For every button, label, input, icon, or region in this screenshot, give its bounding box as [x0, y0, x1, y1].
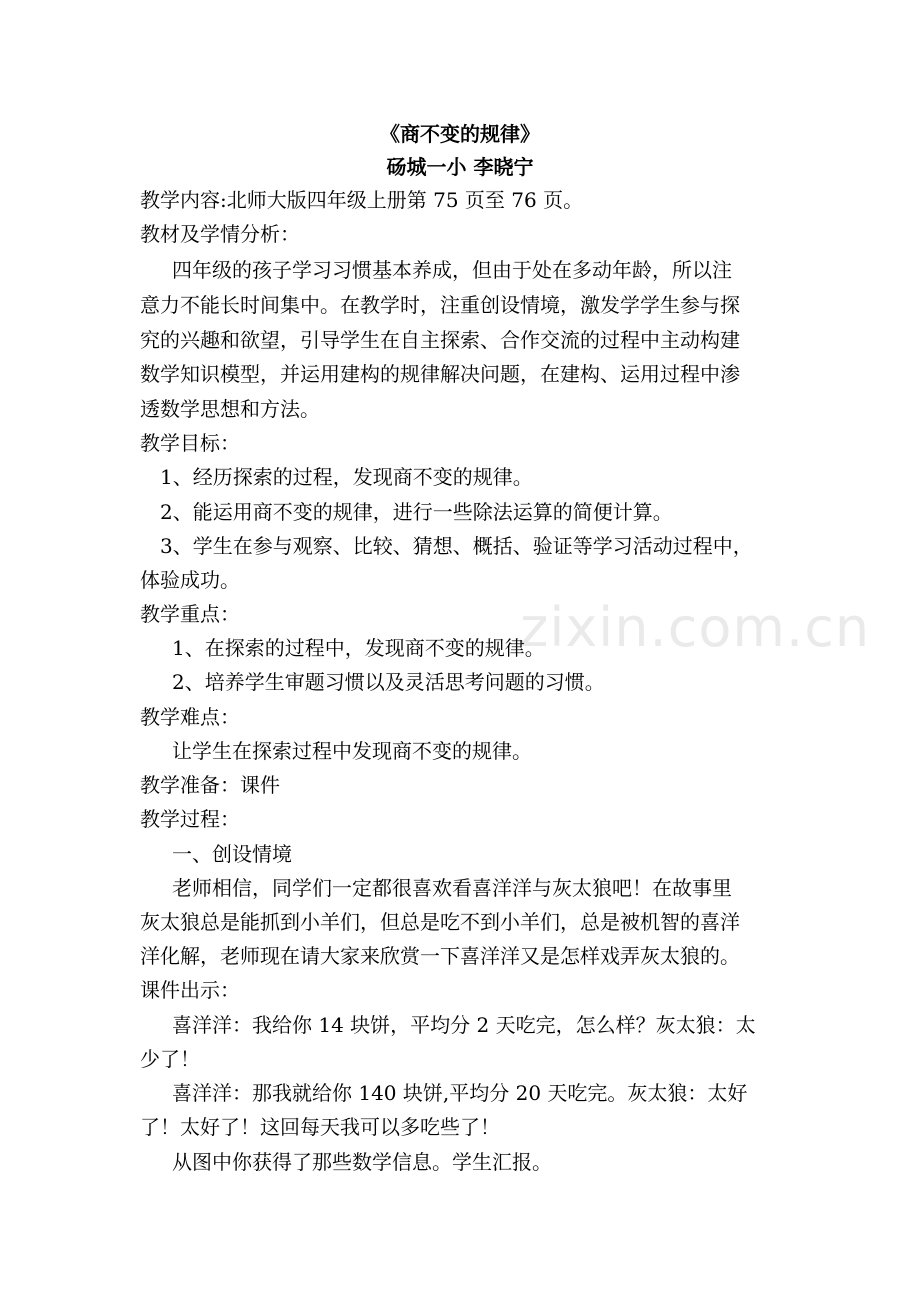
courseware-label: 课件出示：	[140, 978, 240, 1002]
watermark: zixin.com.cn	[520, 596, 871, 659]
heading-goals: 教学目标：	[140, 431, 240, 455]
analysis-line-1: 四年级的孩子学习习惯基本养成，但由于处在多动年龄，所以注	[172, 258, 732, 282]
heading-analysis: 教材及学情分析：	[140, 222, 300, 246]
section-1-heading: 一、创设情境	[172, 842, 292, 866]
heading-process: 教学过程：	[140, 807, 240, 831]
teaching-content: 教学内容:北师大版四年级上册第 75 页至 76 页。	[140, 188, 584, 212]
heading-difficulties: 教学难点：	[140, 705, 240, 729]
analysis-line-4: 数学知识模型，并运用建构的规律解决问题，在建构、运用过程中渗	[140, 362, 740, 386]
teaching-preparation: 教学准备：课件	[140, 773, 280, 797]
document-title: 《商不变的规律》	[380, 122, 540, 146]
dialogue-1-line-2: 少了！	[140, 1047, 200, 1071]
heading-key-points: 教学重点：	[140, 602, 240, 626]
goal-2: 2、能运用商不变的规律，进行一些除法运算的简便计算。	[160, 500, 673, 524]
author-line: 砀城一小 李晓宁	[386, 155, 534, 179]
intro-line-3: 洋化解，老师现在请大家来欣赏一下喜洋洋又是怎样戏弄灰太狼的。	[140, 944, 740, 968]
analysis-line-2: 意力不能长时间集中。在教学时，注重创设情境，激发学学生参与探	[140, 293, 740, 317]
analysis-line-5: 透数学思想和方法。	[140, 397, 320, 421]
key-point-2: 2、培养学生审题习惯以及灵活思考问题的习惯。	[172, 670, 605, 694]
dialogue-2-line-1: 喜洋洋：那我就给你 140 块饼,平均分 20 天吃完。灰太狼：太好	[172, 1081, 748, 1105]
analysis-line-3: 究的兴趣和欲望，引导学生在自主探索、合作交流的过程中主动构建	[140, 328, 740, 352]
question-line: 从图中你获得了那些数学信息。学生汇报。	[172, 1150, 552, 1174]
goal-3-line-1: 3、学生在参与观察、比较、猜想、概括、验证等学习活动过程中，	[160, 534, 753, 558]
difficulty-1: 让学生在探索过程中发现商不变的规律。	[172, 739, 532, 763]
goal-3-line-2: 体验成功。	[140, 568, 240, 592]
dialogue-2-line-2: 了！太好了！这回每天我可以多吃些了！	[140, 1115, 500, 1139]
goal-1: 1、经历探索的过程，发现商不变的规律。	[160, 465, 533, 489]
intro-line-2: 灰太狼总是能抓到小羊们，但总是吃不到小羊们，总是被机智的喜洋	[140, 910, 740, 934]
key-point-1: 1、在探索的过程中，发现商不变的规律。	[172, 636, 545, 660]
dialogue-1-line-1: 喜洋洋：我给你 14 块饼，平均分 2 天吃完，怎么样？灰太狼：太	[172, 1013, 756, 1037]
intro-line-1: 老师相信，同学们一定都很喜欢看喜洋洋与灰太狼吧！在故事里	[172, 876, 732, 900]
